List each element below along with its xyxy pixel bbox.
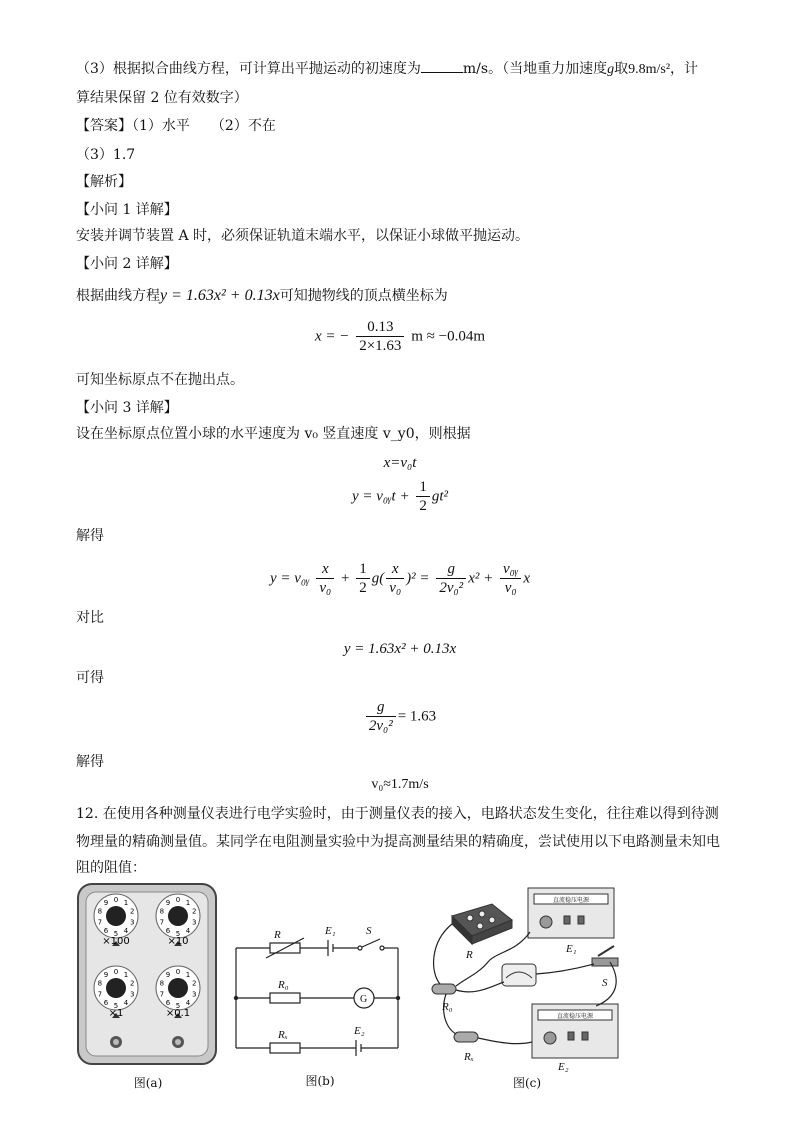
c-label-Rx: Rₓ xyxy=(464,1051,474,1063)
label-Rx: Rₓ xyxy=(278,1029,288,1041)
equation-x xyxy=(0,452,800,473)
figure-a xyxy=(76,882,220,1092)
dial-digit: 5 xyxy=(113,930,119,938)
c-label-E1: E₁ xyxy=(566,943,577,955)
eq-y-rhs: gt² xyxy=(431,488,449,505)
eq-long-lhs: y = v₀ᵧ xyxy=(269,570,310,587)
dial-digit: 5 xyxy=(175,930,181,938)
half-num: 1 xyxy=(416,478,430,497)
dial-digit: 0 xyxy=(113,896,119,904)
solve-label-1: 解得 xyxy=(76,528,104,544)
g-rhs: = 1.63 xyxy=(397,708,437,725)
label-E2: E₂ xyxy=(354,1025,365,1037)
caption-c: 图(c) xyxy=(512,1076,542,1090)
q3-tail: ，计 xyxy=(670,61,699,77)
q3-g: g xyxy=(607,62,615,77)
dial-digit: 2 xyxy=(129,907,135,916)
label-R: R xyxy=(274,929,281,941)
dial-digit: 8 xyxy=(97,907,103,916)
dial-digit: 4 xyxy=(123,998,129,1007)
answer-blank xyxy=(421,58,463,73)
c-label-R0: R₀ xyxy=(442,1001,453,1013)
dial-digit: 5 xyxy=(175,1002,181,1010)
equation-fit xyxy=(0,638,800,659)
sub2-conclusion: 可知坐标原点不在抛出点。 xyxy=(76,372,244,388)
sub1-text: 安装并调节装置 A 时，必须保证轨道末端水平，以保证小球做平抛运动。 xyxy=(76,228,530,244)
label-E1: E₁ xyxy=(325,925,336,937)
equation-long: y = v₀ᵧ $\frac{x}{\text{v₀}}$ + $\frac{1}{2}$ g( $\frac{x}{\text{v₀}}$ )² = $\frac{g}{\text{2v₀²}}$ x² + $\frac{\text{v₀ᵧ}}{\text{v₀}}$ x xyxy=(269,561,531,596)
dial-digit: 6 xyxy=(165,998,171,1007)
sub3-text: 设在坐标原点位置小球的水平速度为 v₀ 竖直速度 v_y0，则根据 xyxy=(76,426,471,442)
dial-digit: 9 xyxy=(165,971,171,980)
dial-digit: 3 xyxy=(191,990,197,999)
dial-digit: 7 xyxy=(97,918,103,927)
compare-label: 对比 xyxy=(76,610,104,626)
vertex-den: 2×1.63 xyxy=(359,338,402,354)
answer-line-2: （3）1.7 xyxy=(76,147,136,163)
dial-digit: 2 xyxy=(191,907,197,916)
dial-digit: 2 xyxy=(191,979,197,988)
dial-digit: 3 xyxy=(129,918,135,927)
c-label-S: S xyxy=(602,977,608,989)
sub2-equation: y = 1.63x² + 0.13x xyxy=(160,287,280,304)
equation-g xyxy=(0,698,800,735)
mult-1: ×1 xyxy=(108,1008,124,1019)
q3-unit: m/s。（当地重力加速度 xyxy=(462,61,608,77)
dial-knob xyxy=(106,978,126,998)
dial-digit: 2 xyxy=(129,979,135,988)
resistance-box-drawing xyxy=(76,882,220,1072)
dial-digit: 7 xyxy=(159,990,165,999)
eq-fit-text: y = 1.63x² + 0.13x xyxy=(343,641,457,657)
caption-a: 图(a) xyxy=(133,1076,163,1090)
dial-digit: 7 xyxy=(159,918,165,927)
dial-digit: 0 xyxy=(175,896,181,904)
vertex-rhs: m ≈ −0.04m xyxy=(411,328,485,345)
figure-b xyxy=(230,920,410,1092)
dial-knob xyxy=(168,906,188,926)
sub1-heading: 【小问 1 详解】 xyxy=(76,202,178,218)
dial-digit: 5 xyxy=(113,1002,119,1010)
sub2-heading: 【小问 2 详解】 xyxy=(76,256,178,272)
half-den: 2 xyxy=(419,498,427,514)
sub2-text-b: 可知抛物线的顶点横坐标为 xyxy=(279,288,448,304)
dial-digit: 4 xyxy=(185,926,191,935)
dial-digit: 1 xyxy=(123,971,129,980)
g-den: 2v₀² xyxy=(368,718,393,734)
dial-digit: 0 xyxy=(175,968,181,976)
sub2-text-a: 根据曲线方程 xyxy=(76,288,160,304)
vertex-equation xyxy=(0,318,800,355)
figure-c xyxy=(426,882,628,1092)
q12-line-1: 12. 在使用各种测量仪表进行电学实验时，由于测量仪表的接入，电路状态发生变化，往往难以得到待测 xyxy=(76,806,719,822)
q12-line-3: 阻的阻值： xyxy=(76,860,146,876)
obtain-label: 可得 xyxy=(76,670,104,686)
dial-digit: 4 xyxy=(185,998,191,1007)
q3-gval: 9.8m/s² xyxy=(628,62,671,77)
answer-line-1: 【答案】（1）水平 （2）不在 xyxy=(76,118,276,134)
q3-take: 取 xyxy=(614,61,629,77)
question-3-line-2: 算结果保留 2 位有效数字） xyxy=(76,90,248,106)
mult-10: ×10 xyxy=(167,936,189,947)
result-text: v₀≈1.7m/s xyxy=(371,777,429,792)
dial-digit: 1 xyxy=(185,899,191,908)
dial-knob xyxy=(106,906,126,926)
g-num: g xyxy=(366,698,396,717)
g-fraction xyxy=(366,698,396,735)
dial-digit: 1 xyxy=(123,899,129,908)
c-supply-label-2: 直流稳压电源 xyxy=(556,1013,594,1020)
c-label-R: R xyxy=(466,949,473,961)
eq-x-text: x=v₀t xyxy=(383,455,417,471)
question-3-line-1 xyxy=(76,58,698,80)
dial-digit: 8 xyxy=(159,979,165,988)
dial-digit: 8 xyxy=(97,979,103,988)
c-label-E2: E₂ xyxy=(558,1061,569,1072)
equation-y xyxy=(0,478,800,515)
c-supply-label-1: 直流稳压电源 xyxy=(552,897,590,904)
dial-digit: 8 xyxy=(159,907,165,916)
eq-y-half xyxy=(416,478,430,515)
dial-digit: 1 xyxy=(185,971,191,980)
dial-digit: 4 xyxy=(123,926,129,935)
q3-text: （3）根据拟合曲线方程，可计算出平抛运动的初速度为 xyxy=(76,61,421,77)
vertex-fraction xyxy=(356,318,404,355)
dial-digit: 7 xyxy=(97,990,103,999)
dial-digit: 6 xyxy=(103,998,109,1007)
label-S: S xyxy=(366,925,372,937)
apparatus-drawing xyxy=(426,882,628,1072)
dial-digit: 9 xyxy=(103,899,109,908)
dial-digit: 3 xyxy=(191,918,197,927)
eq-y-lhs: y = v₀ᵧt + xyxy=(351,488,410,505)
dial-digit: 0 xyxy=(113,968,119,976)
sub2-text xyxy=(76,286,448,306)
sub3-heading: 【小问 3 详解】 xyxy=(76,400,178,416)
dial-digit: 6 xyxy=(165,926,171,935)
circuit-diagram xyxy=(230,920,410,1070)
q12-line-2: 物理量的精确测量值。某同学在电阻测量实验中为提高测量结果的精确度，尝试使用以下电路测量未知电 xyxy=(76,834,720,850)
dial-digit: 6 xyxy=(103,926,109,935)
dial-digit: 9 xyxy=(103,971,109,980)
dial-knob xyxy=(168,978,188,998)
label-R0: R₀ xyxy=(278,979,289,991)
caption-b: 图(b) xyxy=(305,1074,335,1088)
mult-0-1: ×0.1 xyxy=(165,1008,191,1019)
dial-digit: 3 xyxy=(129,990,135,999)
label-G: G xyxy=(360,994,368,1005)
dial-digit: 9 xyxy=(165,899,171,908)
solve-label-2: 解得 xyxy=(76,754,104,770)
result xyxy=(0,774,800,795)
analysis-heading: 【解析】 xyxy=(76,174,132,190)
mult-100: ×100 xyxy=(102,936,130,947)
vertex-num: 0.13 xyxy=(356,318,404,337)
vertex-lhs: x = − xyxy=(315,328,350,345)
